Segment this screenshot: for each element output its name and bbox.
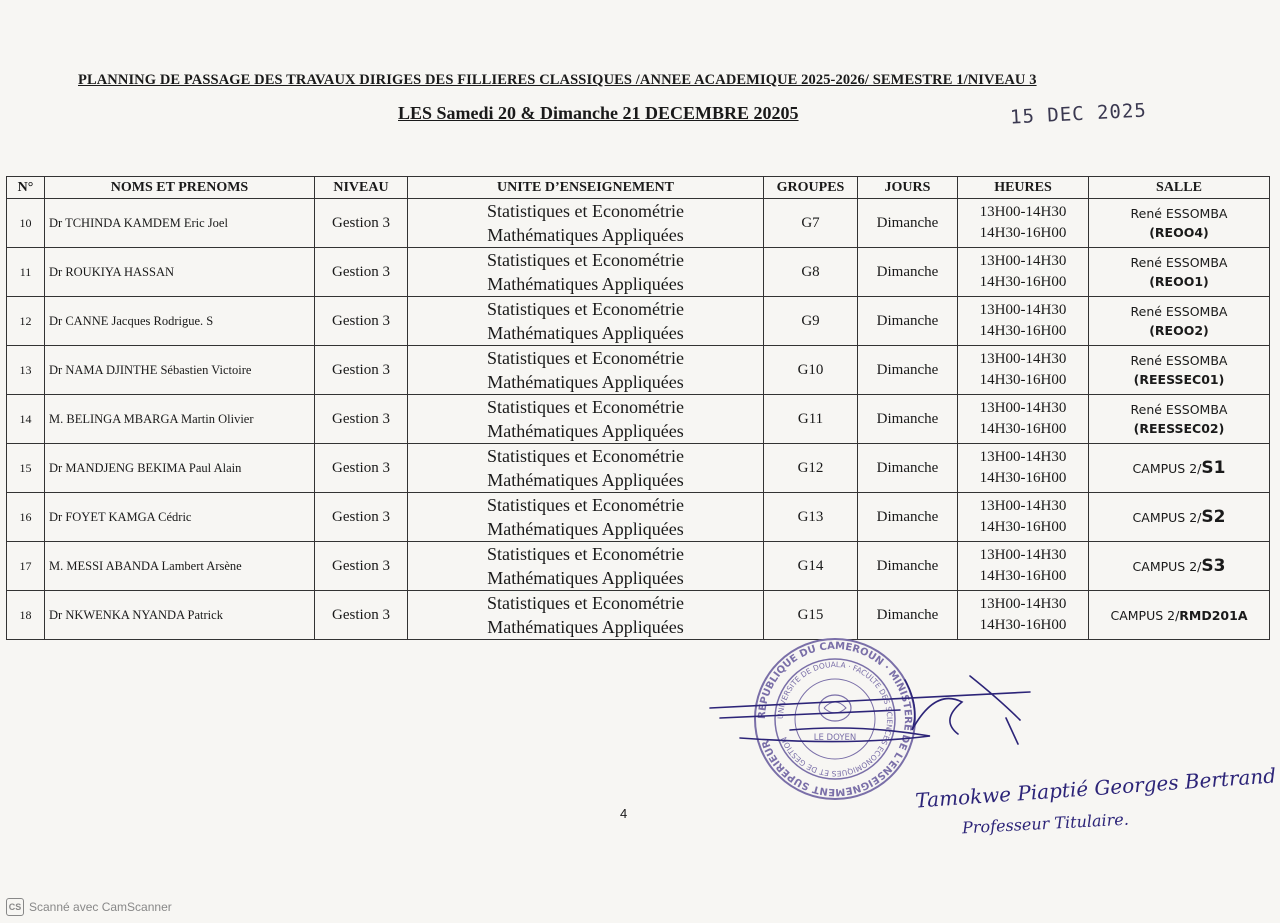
room-code: S3 (1201, 555, 1226, 576)
time-slot: 13H00-14H30 (979, 498, 1067, 514)
room-building: CAMPUS 2/ (1132, 460, 1202, 476)
hours-cell (958, 297, 1089, 346)
column-header: GROUPES (764, 177, 858, 199)
lecturer-name: M. BELINGA MBARGA Martin Olivier (45, 395, 315, 444)
hours-cell (958, 199, 1089, 248)
camscanner-logo-icon: CS (6, 898, 24, 916)
room-code: S2 (1201, 506, 1226, 527)
lecturer-name: Dr TCHINDA KAMDEM Eric Joel (45, 199, 315, 248)
page-number: 4 (620, 806, 628, 821)
group-cell: G13 (764, 493, 858, 542)
document-subtitle: LES Samedi 20 & Dimanche 21 DECEMBRE 20205 (398, 103, 799, 123)
room-code: (REOO2) (1149, 323, 1209, 338)
day-cell: Dimanche (858, 542, 958, 591)
table-body (7, 199, 1270, 640)
course-unit-line: Statistiques et Econométrie (487, 250, 684, 270)
course-unit-line: Mathématiques Appliquées (487, 323, 684, 343)
hours-cell (958, 542, 1089, 591)
course-unit-line: Statistiques et Econométrie (487, 397, 684, 417)
course-unit-line: Statistiques et Econométrie (487, 544, 684, 564)
lecturer-name: Dr MANDJENG BEKIMA Paul Alain (45, 444, 315, 493)
course-unit-line: Mathématiques Appliquées (487, 568, 684, 588)
row-number: 14 (7, 395, 45, 444)
day-cell: Dimanche (858, 297, 958, 346)
column-header: HEURES (958, 177, 1089, 199)
column-header: JOURS (858, 177, 958, 199)
room-code: (REESSEC01) (1133, 372, 1225, 387)
group-cell: G12 (764, 444, 858, 493)
room-code: RMD201A (1179, 607, 1248, 623)
time-slot: 14H30-16H00 (979, 617, 1067, 633)
time-slot: 14H30-16H00 (979, 421, 1067, 437)
hours-cell (958, 591, 1089, 640)
scanner-watermark (6, 898, 172, 916)
time-slot: 13H00-14H30 (979, 400, 1067, 416)
seal-center-text: LE DOYEN (813, 733, 857, 743)
lecturer-name: Dr FOYET KAMGA Cédric (45, 493, 315, 542)
seal-outer-text: REPUBLIQUE DU CAMEROUN · MINISTERE DE L'ENSEIGNEMENT SUPERIEUR (756, 640, 914, 798)
table-row (7, 346, 1270, 395)
room-building: René ESSOMBA (1130, 304, 1228, 319)
table-row (7, 542, 1270, 591)
level-cell: Gestion 3 (315, 591, 408, 640)
row-number: 16 (7, 493, 45, 542)
time-slot: 14H30-16H00 (979, 519, 1067, 535)
course-unit-line: Statistiques et Econométrie (487, 299, 684, 319)
time-slot: 13H00-14H30 (979, 351, 1067, 367)
course-unit-line: Mathématiques Appliquées (487, 519, 684, 539)
group-cell: G7 (764, 199, 858, 248)
course-unit-line: Statistiques et Econométrie (487, 201, 684, 221)
row-number: 12 (7, 297, 45, 346)
group-cell: G11 (764, 395, 858, 444)
room-building: René ESSOMBA (1130, 206, 1228, 221)
signatory-name: Tamokwe Piaptié Georges Bertrand (914, 763, 1277, 813)
level-cell: Gestion 3 (315, 493, 408, 542)
level-cell: Gestion 3 (315, 346, 408, 395)
hours-cell (958, 248, 1089, 297)
time-slot: 14H30-16H00 (979, 372, 1067, 388)
room-building: René ESSOMBA (1130, 255, 1228, 270)
course-unit-cell (408, 493, 764, 542)
group-cell: G9 (764, 297, 858, 346)
room-cell (1089, 248, 1270, 297)
table-row (7, 591, 1270, 640)
course-unit-cell (408, 444, 764, 493)
signatory-title: Professeur Titulaire. (961, 809, 1130, 838)
row-number: 13 (7, 346, 45, 395)
room-cell (1089, 199, 1270, 248)
table-row (7, 297, 1270, 346)
course-unit-cell (408, 297, 764, 346)
row-number: 10 (7, 199, 45, 248)
course-unit-cell (408, 395, 764, 444)
lecturer-name: Dr ROUKIYA HASSAN (45, 248, 315, 297)
room-cell (1089, 395, 1270, 444)
column-header: N° (7, 177, 45, 199)
course-unit-line: Mathématiques Appliquées (487, 274, 684, 294)
group-cell: G14 (764, 542, 858, 591)
course-unit-line: Statistiques et Econométrie (487, 495, 684, 515)
course-unit-line: Mathématiques Appliquées (487, 372, 684, 392)
level-cell: Gestion 3 (315, 199, 408, 248)
column-header: NIVEAU (315, 177, 408, 199)
seal-inner-text: UNIVERSITE DE DOUALA · FACULTE DES SCIENCES ECONOMIQUES ET DE GESTION (775, 659, 895, 779)
lecturer-name: Dr NAMA DJINTHE Sébastien Victoire (45, 346, 315, 395)
time-slot: 13H00-14H30 (979, 547, 1067, 563)
time-slot: 13H00-14H30 (979, 204, 1067, 220)
time-slot: 13H00-14H30 (979, 302, 1067, 318)
table-row (7, 395, 1270, 444)
day-cell: Dimanche (858, 248, 958, 297)
hours-cell (958, 444, 1089, 493)
row-number: 17 (7, 542, 45, 591)
time-slot: 13H00-14H30 (979, 253, 1067, 269)
level-cell: Gestion 3 (315, 444, 408, 493)
column-header: SALLE (1089, 177, 1270, 199)
day-cell: Dimanche (858, 395, 958, 444)
planning-table (6, 176, 1270, 640)
room-code: (REOO1) (1149, 274, 1209, 289)
lecturer-name: Dr CANNE Jacques Rodrigue. S (45, 297, 315, 346)
room-building: René ESSOMBA (1130, 353, 1228, 368)
course-unit-cell (408, 248, 764, 297)
room-cell (1089, 346, 1270, 395)
room-code: S1 (1201, 457, 1226, 478)
time-slot: 13H00-14H30 (979, 596, 1067, 612)
course-unit-line: Mathématiques Appliquées (487, 225, 684, 245)
day-cell: Dimanche (858, 591, 958, 640)
course-unit-line: Mathématiques Appliquées (487, 617, 684, 637)
course-unit-line: Statistiques et Econométrie (487, 348, 684, 368)
course-unit-cell (408, 591, 764, 640)
row-number: 11 (7, 248, 45, 297)
room-building: René ESSOMBA (1130, 402, 1228, 417)
course-unit-cell (408, 199, 764, 248)
room-building: CAMPUS 2/ (1132, 509, 1202, 525)
level-cell: Gestion 3 (315, 395, 408, 444)
room-cell (1089, 591, 1270, 640)
day-cell: Dimanche (858, 346, 958, 395)
time-slot: 14H30-16H00 (979, 568, 1067, 584)
document-title: PLANNING DE PASSAGE DES TRAVAUX DIRIGES DES FILLIERES CLASSIQUES /ANNEE ACADEMIQUE 2025-2026/ SEMESTRE 1/NIVEAU 3 (78, 72, 1037, 88)
course-unit-line: Mathématiques Appliquées (487, 421, 684, 441)
time-slot: 14H30-16H00 (979, 323, 1067, 339)
course-unit-line: Statistiques et Econométrie (487, 446, 684, 466)
column-header: NOMS ET PRENOMS (45, 177, 315, 199)
level-cell: Gestion 3 (315, 297, 408, 346)
room-cell (1089, 493, 1270, 542)
day-cell: Dimanche (858, 444, 958, 493)
room-building: CAMPUS 2/ (1132, 558, 1202, 574)
table-row (7, 199, 1270, 248)
course-unit-line: Statistiques et Econométrie (487, 593, 684, 613)
signature-scribble (700, 660, 1120, 770)
hours-cell (958, 346, 1089, 395)
room-code: (REOO4) (1149, 225, 1209, 240)
table-row (7, 444, 1270, 493)
room-cell (1089, 542, 1270, 591)
row-number: 18 (7, 591, 45, 640)
course-unit-line: Mathématiques Appliquées (487, 470, 684, 490)
time-slot: 14H30-16H00 (979, 470, 1067, 486)
time-slot: 14H30-16H00 (979, 225, 1067, 241)
time-slot: 14H30-16H00 (979, 274, 1067, 290)
room-cell (1089, 297, 1270, 346)
column-header: UNITE D’ENSEIGNEMENT (408, 177, 764, 199)
course-unit-cell (408, 346, 764, 395)
lecturer-name: Dr NKWENKA NYANDA Patrick (45, 591, 315, 640)
group-cell: G15 (764, 591, 858, 640)
level-cell: Gestion 3 (315, 542, 408, 591)
day-cell: Dimanche (858, 493, 958, 542)
room-cell (1089, 444, 1270, 493)
hours-cell (958, 395, 1089, 444)
hours-cell (958, 493, 1089, 542)
watermark-text: Scanné avec CamScanner (29, 900, 172, 914)
time-slot: 13H00-14H30 (979, 449, 1067, 465)
room-code: (REESSEC02) (1133, 421, 1225, 436)
date-stamp: 15 DEC 2025 (1009, 99, 1148, 129)
group-cell: G10 (764, 346, 858, 395)
course-unit-cell (408, 542, 764, 591)
lecturer-name: M. MESSI ABANDA Lambert Arsène (45, 542, 315, 591)
table-header-row (7, 177, 1270, 199)
room-building: CAMPUS 2/ (1110, 607, 1180, 623)
table-row (7, 248, 1270, 297)
row-number: 15 (7, 444, 45, 493)
level-cell: Gestion 3 (315, 248, 408, 297)
day-cell: Dimanche (858, 199, 958, 248)
table-row (7, 493, 1270, 542)
group-cell: G8 (764, 248, 858, 297)
